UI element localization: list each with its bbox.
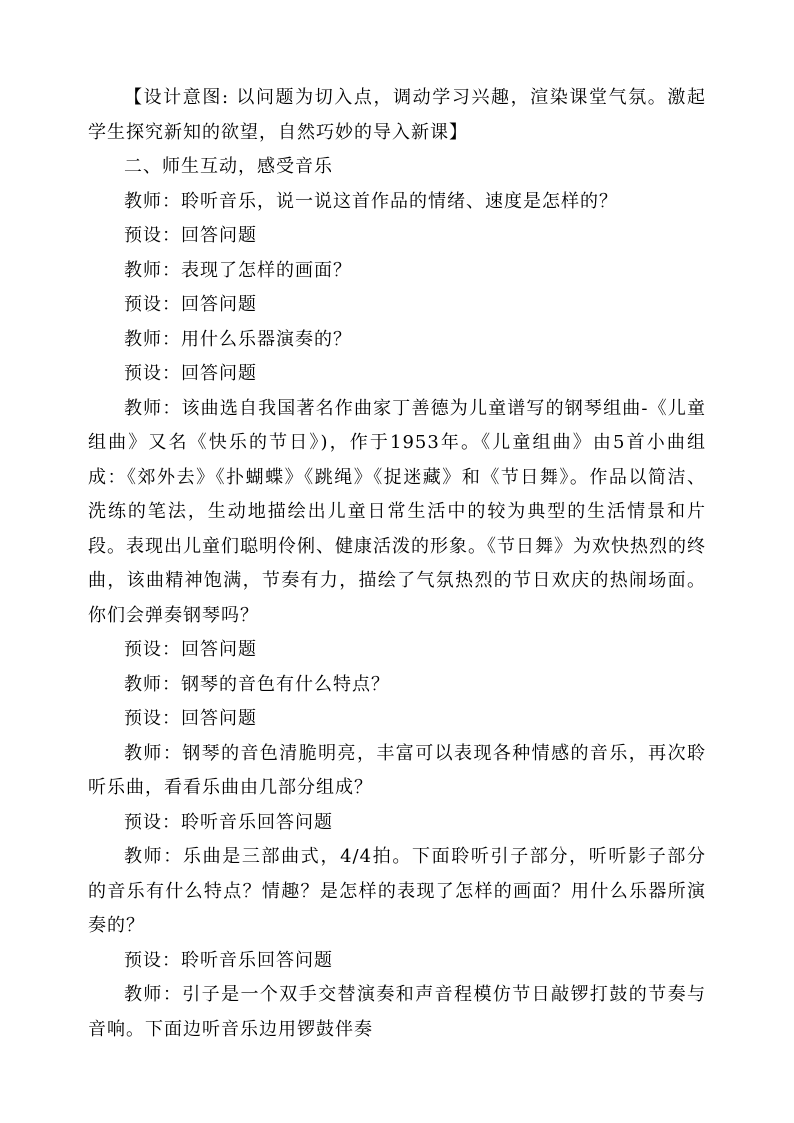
- design-intent-paragraph: 【设计意图: 以问题为切入点，调动学习兴趣，渲染课堂气氛。激起学生探究新知的欲望，自然巧妙的导入新课】: [88, 87, 706, 143]
- teacher-line: 教师：钢琴的音色有什么特点？: [124, 673, 390, 695]
- preset-line: 预设：回答问题: [124, 363, 257, 384]
- preset-line: 预设：回答问题: [124, 708, 257, 729]
- teacher-line: 教师：用什么乐器演奏的？: [124, 328, 352, 350]
- teacher-line: 教师：聆听音乐，说一说这首作品的情绪、速度是怎样的？: [124, 190, 618, 212]
- preset-line: 预设：回答问题: [124, 639, 257, 660]
- teacher-line: 教师：表现了怎样的画面？: [124, 259, 352, 281]
- preset-line: 预设：回答问题: [124, 294, 257, 315]
- teacher-line: 教师：乐曲是三部曲式，4/4拍。下面聆听引子部分，听听影子部分的音乐有什么特点？情趣？是怎样的表现了怎样的画面？用什么乐器所演奏的？: [88, 846, 706, 936]
- preset-line: 预设：回答问题: [124, 225, 257, 246]
- teacher-line: 教师：引子是一个双手交替演奏和声音程模仿节日敲锣打鼓的节奏与音响。下面边听音乐边用锣鼓伴奏: [88, 984, 706, 1040]
- section-heading: 二、师生互动，感受音乐: [124, 156, 333, 177]
- preset-line: 预设：聆听音乐回答问题: [124, 811, 333, 833]
- preset-line: 预设：聆听音乐回答问题: [124, 949, 333, 971]
- teacher-intro-paragraph: 教师：该曲选自我国著名作曲家丁善德为儿童谱写的钢琴组曲-《儿童组曲》又名《快乐的节日》)，作于1953年。《儿童组曲》由5首小曲组成：《郊外去》《扑蝴蝶》《跳绳》《捉迷藏》和《节日舞》。作品以简洁、洗练的笔法，生动地描绘出儿童日常生活中的较为典型的生活情景和片段。表现出儿童们聪明伶俐、健康活泼的形象。《节日舞》为欢快热烈的终曲，该曲精神饱满，节奏有力，描绘了气氛热烈的节日欢庆的热闹场面。你们会弹奏钢琴吗？: [88, 397, 706, 626]
- teacher-line: 教师：钢琴的音色清脆明亮，丰富可以表现各种情感的音乐，再次聆听乐曲，看看乐曲由几部分组成？: [88, 742, 706, 798]
